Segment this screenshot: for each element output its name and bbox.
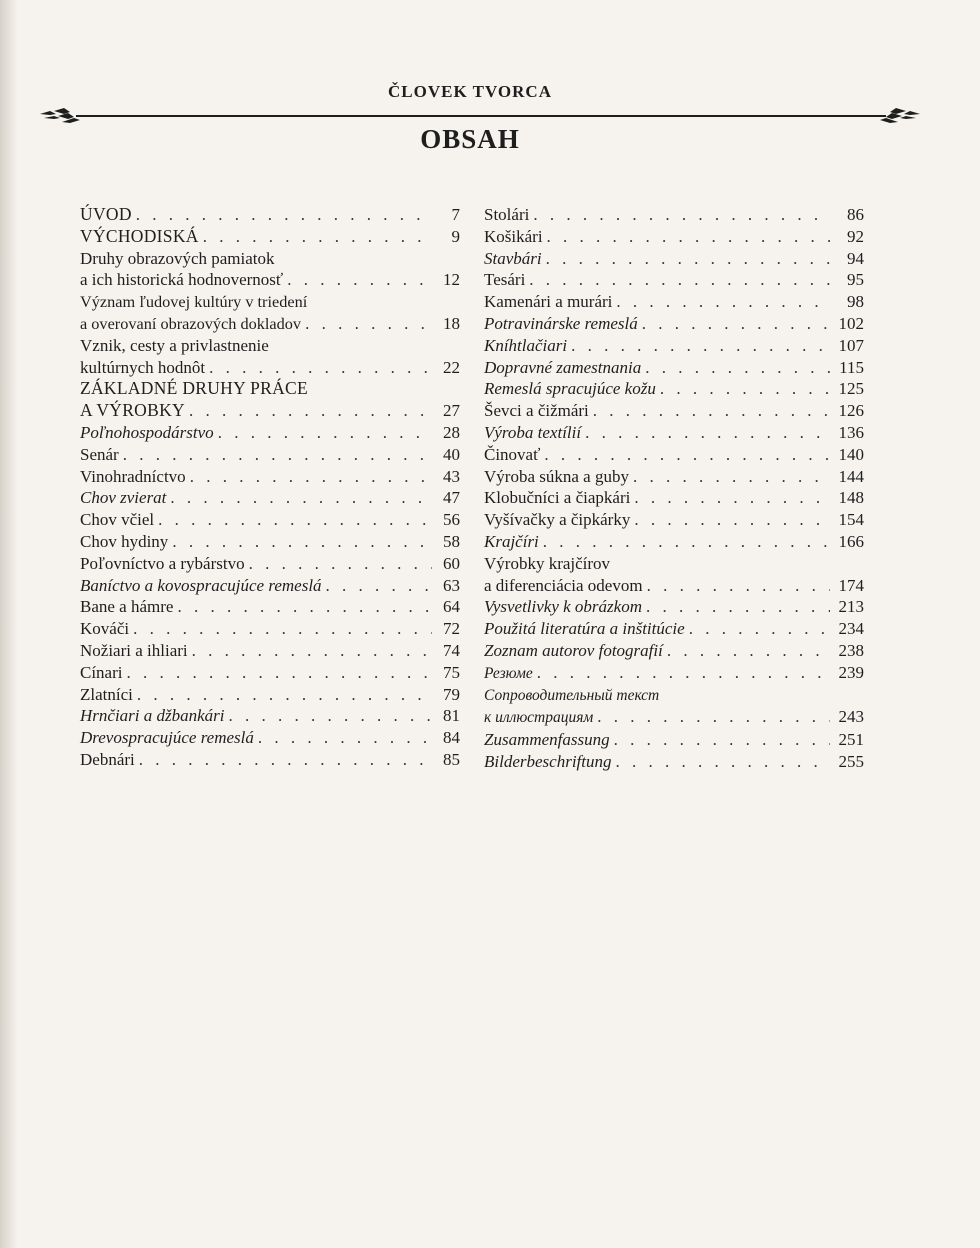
toc-entry-line [484, 531, 864, 553]
toc-entry [484, 729, 864, 751]
toc-entry-title: Ševci a čižmári [484, 401, 589, 421]
toc-entry-line [484, 685, 864, 707]
toc-entry-line [484, 662, 864, 685]
toc-page-number: 72 [443, 619, 460, 639]
toc-entry [484, 204, 864, 226]
toc-entry-title: Poľnohospodárstvo [80, 422, 214, 442]
toc-entry-line [80, 335, 460, 357]
toc-entry-line [80, 357, 460, 379]
toc-entry-title: Bane a hámre [80, 597, 174, 617]
toc-leader-dots [597, 706, 830, 728]
toc-page-number: 213 [838, 597, 864, 617]
toc-leader-dots [571, 335, 830, 357]
toc-entry-line [80, 444, 460, 466]
toc-entry-title: Cínari [80, 662, 123, 682]
toc-entry-line [484, 553, 864, 575]
toc-page-number: 9 [451, 226, 460, 246]
toc-entry [484, 313, 864, 335]
toc-entry-line [80, 705, 460, 727]
toc-entry [484, 444, 864, 466]
toc-entry-title: Košikári [484, 226, 543, 246]
toc-entry [80, 640, 460, 662]
toc-leader-dots [203, 226, 432, 248]
toc-entry [80, 444, 460, 466]
page-gutter-shadow [0, 0, 18, 1248]
header-ornament-rule [40, 107, 920, 125]
toc-entry-title: Druhy obrazových pamiatok [80, 248, 275, 268]
toc-leader-dots [689, 618, 830, 640]
toc-leader-dots [136, 204, 432, 226]
toc-page-number: 92 [847, 226, 864, 246]
toc-leader-dots [229, 705, 433, 727]
toc-leader-dots [127, 662, 433, 684]
toc-entry-line [80, 400, 460, 422]
toc-leader-dots [133, 618, 432, 640]
toc-entry [484, 269, 864, 291]
toc-entry-title: Резюме [484, 664, 533, 682]
toc-entry [80, 422, 460, 444]
toc-entry-line [484, 335, 864, 357]
toc-page-number: 98 [847, 292, 864, 312]
toc-entry [80, 248, 460, 292]
toc-entry-line [484, 596, 864, 618]
toc-entry [80, 335, 460, 379]
toc-entry [80, 531, 460, 553]
toc-entry-title: Zusammenfassung [484, 730, 610, 750]
toc-leader-dots [326, 575, 432, 597]
toc-leader-dots [170, 487, 432, 509]
toc-page-number: 255 [838, 751, 864, 771]
toc-entry-line [80, 248, 460, 270]
toc-entry-line [484, 706, 864, 729]
toc-entry-line [80, 575, 460, 597]
toc-entry-line [80, 640, 460, 662]
toc-entry [80, 596, 460, 618]
toc-leader-dots [533, 204, 830, 226]
toc-page-number: 79 [443, 684, 460, 704]
toc-page-number: 64 [443, 597, 460, 617]
toc-entry-line [80, 553, 460, 575]
toc-leader-dots [546, 248, 830, 270]
toc-entry-title: a diferenciácia odevom [484, 575, 643, 595]
toc-entry-line [484, 466, 864, 488]
toc-entry [484, 378, 864, 400]
toc-page-number: 238 [838, 640, 864, 660]
toc-entry-line [484, 444, 864, 466]
toc-entry-line [80, 662, 460, 684]
toc-page-number: 234 [838, 619, 864, 639]
toc-leader-dots [218, 422, 432, 444]
toc-entry [80, 662, 460, 684]
toc-entry-title: Kníhtlačiari [484, 335, 568, 355]
toc-entry [484, 487, 864, 509]
toc-leader-dots [137, 684, 432, 706]
toc-entry-title: Kamenári a murári [484, 292, 613, 312]
toc-page-number: 84 [443, 728, 460, 748]
toc-entry-title: Zoznam autorov fotografií [484, 640, 663, 660]
toc-page-number: 251 [838, 730, 864, 750]
toc-entry-title: Hrnčiari a džbankári [80, 706, 225, 726]
toc-leader-dots [537, 662, 830, 684]
toc-page-number: 115 [839, 357, 864, 377]
toc-entry-title: Stavbári [484, 248, 542, 268]
toc-leader-dots [645, 357, 830, 379]
toc-page-number: 28 [443, 422, 460, 442]
toc-leader-dots [177, 596, 432, 618]
toc-entry-title: a ich historická hodnovernosť [80, 270, 284, 290]
toc-leader-dots [634, 509, 830, 531]
toc-leader-dots [529, 269, 830, 291]
toc-page-number: 144 [838, 466, 864, 486]
toc-entry-line [80, 226, 460, 248]
toc-entry-line [80, 313, 460, 335]
toc-leader-dots [646, 596, 830, 618]
toc-entry-title: Výroba súkna a guby [484, 466, 629, 486]
toc-entry-title: Vinohradníctvo [80, 466, 186, 486]
toc-entry [484, 751, 864, 773]
toc-page-number: 75 [443, 662, 460, 682]
toc-page-number: 12 [443, 270, 460, 290]
toc-entry-title: Chov zvierat [80, 488, 167, 508]
toc-entry-line [80, 509, 460, 531]
toc-leader-dots [585, 422, 830, 444]
toc-page-number: 154 [838, 510, 864, 530]
toc-entry-line [80, 727, 460, 749]
toc-leader-dots [547, 226, 830, 248]
toc-page-number: 102 [838, 313, 864, 333]
toc-entry-title: kultúrnych hodnôt [80, 357, 206, 377]
toc-leader-dots [287, 269, 432, 291]
toc-entry [80, 487, 460, 509]
toc-page-number: 58 [443, 531, 460, 551]
toc-leader-dots [634, 487, 830, 509]
toc-leader-dots [543, 531, 830, 553]
toc-entry [80, 575, 460, 597]
toc-page-number: 95 [847, 270, 864, 290]
toc-page-number: 174 [838, 575, 864, 595]
toc-entry-line [484, 357, 864, 379]
toc-entry-line [484, 313, 864, 335]
toc-leader-dots [190, 466, 432, 488]
toc-entry [484, 553, 864, 597]
toc-entry-line [484, 509, 864, 531]
toc-entry-title: Сопроводительный текст [484, 686, 660, 704]
toc-entry-line [484, 422, 864, 444]
toc-entry-line [80, 596, 460, 618]
toc-entry-title: Poľovníctvo a rybárstvo [80, 553, 245, 573]
toc-leader-dots [192, 640, 432, 662]
toc-entry-title: Senár [80, 444, 119, 464]
toc-entry-title: Vznik, cesty a privlastnenie [80, 335, 269, 355]
toc-entry-line [80, 749, 460, 771]
toc-leader-dots [172, 531, 432, 553]
toc-entry-title: A VÝROBKY [80, 400, 185, 421]
toc-entry-line [484, 248, 864, 270]
toc-entry-title: Vysvetlivky k obrázkom [484, 597, 642, 617]
toc-entry-line [80, 422, 460, 444]
toc-entry [484, 531, 864, 553]
toc-page-number: 81 [443, 706, 460, 726]
toc-page-number: 94 [847, 248, 864, 268]
toc-entry-line [484, 751, 864, 773]
toc-leader-dots [614, 729, 830, 751]
toc-leader-dots [660, 378, 830, 400]
toc-entry [484, 596, 864, 618]
toc-entry-title: Použitá literatúra a inštitúcie [484, 619, 685, 639]
toc-entry [80, 466, 460, 488]
toc-entry-title: к иллюстрациям [484, 709, 594, 727]
toc-entry-title: Chov včiel [80, 510, 155, 530]
toc-entry-line [484, 226, 864, 248]
toc-leader-dots [249, 553, 432, 575]
toc-entry [80, 553, 460, 575]
toc-entry-title: Remeslá spracujúce kožu [484, 379, 656, 399]
toc-entry-line [484, 575, 864, 597]
toc-right-column [484, 204, 864, 773]
toc-entry [80, 204, 460, 226]
toc-entry-title: Výroba textílií [484, 422, 582, 442]
toc-entry [80, 618, 460, 640]
toc-entry-line [484, 269, 864, 291]
toc-page-number: 63 [443, 575, 460, 595]
toc-entry-title: a overovaní obrazových dokladov [80, 313, 302, 333]
toc-entry-line [484, 204, 864, 226]
toc-entry-title: Tesári [484, 270, 526, 290]
toc-entry-line [80, 269, 460, 291]
toc-page-number: 126 [838, 401, 864, 421]
toc-entry [484, 662, 864, 685]
toc-entry-line [80, 487, 460, 509]
toc-entry-line [80, 618, 460, 640]
page-title: OBSAH [420, 124, 520, 154]
toc-page-number: 40 [443, 444, 460, 464]
toc-entry-line [484, 729, 864, 751]
toc-entry-title: Debnári [80, 749, 135, 769]
toc-entry-title: Zlatníci [80, 684, 133, 704]
toc-entry-line [80, 204, 460, 226]
toc-page-number: 107 [838, 335, 864, 355]
toc-entry-title: Význam ľudovej kultúry v triedení [80, 292, 308, 312]
left-ornament-icon [40, 108, 80, 123]
toc-entry-line [80, 291, 460, 313]
toc-entry [80, 226, 460, 248]
toc-entry-title: Nožiari a ihliari [80, 640, 188, 660]
toc-leader-dots [633, 466, 830, 488]
toc-entry-title: Stolári [484, 205, 530, 224]
toc-page-number: 140 [838, 444, 864, 464]
toc-page-number: 85 [443, 749, 460, 769]
toc-entry [484, 466, 864, 488]
toc-page-number: 27 [443, 401, 460, 421]
toc-entry [80, 727, 460, 749]
toc-page-number: 148 [838, 488, 864, 508]
toc-leader-dots [139, 749, 432, 771]
toc-entry-title: Krajčíri [484, 531, 539, 551]
toc-leader-dots [305, 313, 432, 335]
toc-page-number: 56 [443, 510, 460, 530]
toc-entry-line [80, 684, 460, 706]
toc-entry-title: VÝCHODISKÁ [80, 225, 199, 246]
toc-left-column [80, 204, 460, 771]
toc-leader-dots [647, 575, 830, 597]
toc-entry-title: Bilderbeschriftung [484, 751, 612, 771]
toc-entry [484, 226, 864, 248]
toc-leader-dots [642, 313, 830, 335]
toc-leader-dots [123, 444, 432, 466]
toc-page-number: 47 [443, 488, 460, 508]
toc-entry-title: Dopravné zamestnania [484, 357, 642, 377]
toc-leader-dots [258, 727, 432, 749]
toc-leader-dots [189, 400, 432, 422]
toc-entry [484, 357, 864, 379]
toc-leader-dots [593, 400, 830, 422]
toc-entry [484, 640, 864, 662]
toc-entry-title: ZÁKLADNÉ DRUHY PRÁCE [80, 378, 308, 399]
toc-entry [80, 378, 460, 422]
toc-entry-title: Potravinárske remeslá [484, 313, 638, 333]
toc-leader-dots [616, 291, 830, 313]
toc-page-number: 18 [443, 313, 460, 333]
toc-entry-title: Klobučníci a čiapkári [484, 488, 631, 508]
toc-entry [80, 684, 460, 706]
toc-entry [484, 291, 864, 313]
toc-page-number: 136 [838, 422, 864, 442]
toc-entry-title: Baníctvo a kovospracujúce remeslá [80, 575, 322, 595]
toc-entry [484, 248, 864, 270]
toc-entry [484, 400, 864, 422]
toc-entry-title: Výrobky krajčírov [484, 553, 611, 573]
running-header: ČLOVEK TVORCA [388, 82, 552, 101]
toc-page-number: 22 [443, 357, 460, 377]
toc-entry-line [484, 378, 864, 400]
toc-entry [80, 705, 460, 727]
toc-page-number: 7 [451, 205, 460, 224]
toc-page-number: 43 [443, 466, 460, 486]
toc-entry [80, 509, 460, 531]
toc-entry [80, 291, 460, 335]
toc-leader-dots [209, 357, 432, 379]
toc-entry [80, 749, 460, 771]
toc-entry-title: Drevospracujúce remeslá [80, 728, 254, 748]
toc-entry [484, 335, 864, 357]
toc-leader-dots [667, 640, 830, 662]
toc-entry-line [484, 640, 864, 662]
toc-leader-dots [158, 509, 432, 531]
toc-entry-line [80, 378, 460, 400]
toc-entry-title: Vyšívačky a čipkárky [484, 510, 631, 530]
toc-entry-line [484, 487, 864, 509]
toc-page-number: 125 [838, 379, 864, 399]
toc-entry-title: Činovať [484, 444, 541, 464]
toc-page-number: 86 [847, 205, 864, 224]
toc-entry-line [80, 531, 460, 553]
toc-entry [484, 422, 864, 444]
toc-page-number: 166 [838, 531, 864, 551]
toc-entry [484, 685, 864, 730]
toc-page-number: 243 [838, 707, 864, 727]
toc-leader-dots [615, 751, 830, 773]
toc-entry [484, 618, 864, 640]
toc-entry [484, 509, 864, 531]
toc-entry-line [484, 291, 864, 313]
toc-page-number: 239 [838, 662, 864, 682]
toc-entry-title: Chov hydiny [80, 531, 169, 551]
toc-entry-line [80, 466, 460, 488]
toc-page-number: 60 [443, 553, 460, 573]
toc-leader-dots [544, 444, 830, 466]
toc-entry-title: ÚVOD [80, 204, 132, 224]
toc-page-number: 74 [443, 640, 460, 660]
toc-entry-line [484, 400, 864, 422]
toc-entry-line [484, 618, 864, 640]
toc-entry-title: Kováči [80, 619, 130, 639]
